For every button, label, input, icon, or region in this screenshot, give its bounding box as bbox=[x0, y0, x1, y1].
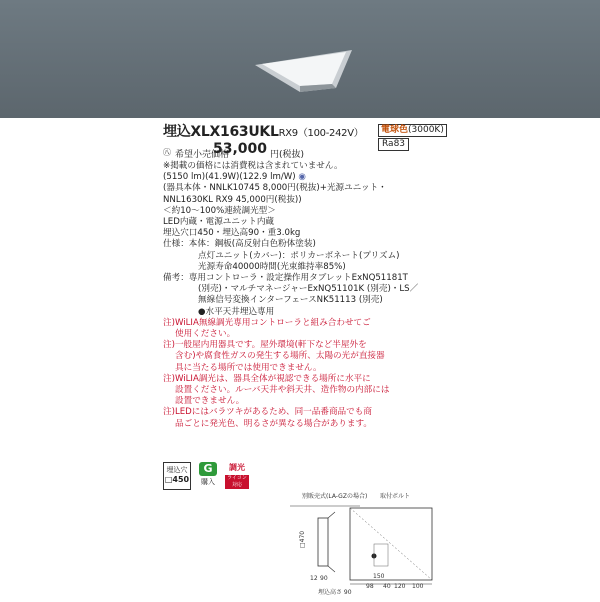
spec-line: ＜約10～100%連続調光型＞ bbox=[163, 205, 276, 216]
model-number bbox=[163, 121, 363, 141]
spec-line: 仕様：本体：鋼板(高反射白色粉体塗装) bbox=[163, 239, 316, 250]
dim-120: 120 bbox=[394, 583, 406, 590]
ra-badge: Ra83 bbox=[378, 138, 409, 151]
note-line: 品ごとに発光色、明るさが異なる場合があります。 bbox=[175, 418, 372, 429]
spec-line: 光源寿命40000時間(光束維持率85%) bbox=[198, 261, 346, 272]
price-unit: 円(税抜) bbox=[270, 150, 305, 160]
price-value: 53,000 bbox=[213, 141, 268, 157]
diagram-footer: 埋込高さ 90 bbox=[318, 589, 352, 596]
note-line: 注)WiLIA調光は、器具全体が視認できる場所に水平に bbox=[163, 373, 371, 384]
ceiling-light-photo bbox=[0, 0, 600, 118]
dim-40: 40 bbox=[383, 583, 391, 590]
dim-100: 100 bbox=[412, 583, 424, 590]
spec-line: (別売)・マルチマネージャーExNQ51101K (別売)・LS／ bbox=[198, 284, 419, 295]
spec-line: (器具本体・NNLK10745 8,000円(税抜)+光源ユニット・ bbox=[163, 183, 387, 194]
spec-line: 備考：専用コントローラ・設定操作用タブレットExNQ51181T bbox=[163, 273, 408, 284]
note-line: 設置できません。 bbox=[175, 396, 245, 407]
dim-12: 12 bbox=[310, 575, 318, 582]
dim-470: □470 bbox=[299, 530, 306, 548]
spec-line: 点灯ユニット(カバー)：ポリカーボネート(プリズム) bbox=[198, 250, 400, 261]
dimming-badge: 調光 ライコン対応 bbox=[225, 462, 249, 488]
price-mark-icon: ㊇ bbox=[163, 148, 171, 157]
product-photo bbox=[0, 0, 600, 118]
note-line: 注)WiLIA無線調光専用コントローラと組み合わせてご bbox=[163, 317, 371, 328]
spec-line: ●水平天井埋込専用 bbox=[198, 306, 275, 317]
color-label: 電球色 bbox=[381, 125, 409, 135]
spec-line: 無線信号変換インターフェースNK51113 (別売) bbox=[198, 295, 383, 306]
dimension-drawing bbox=[290, 488, 440, 598]
green-purchase-badge: G 購入 bbox=[201, 462, 215, 486]
note-line: 注)一般屋内用器具です。屋外環境(軒下など半屋外を bbox=[163, 340, 367, 351]
feature-badges bbox=[163, 462, 263, 488]
note-line: 使用ください。 bbox=[175, 329, 236, 340]
spec-line: ※掲載の価格には消費税は含まれていません。 bbox=[163, 161, 343, 171]
color-temp-box bbox=[378, 124, 447, 137]
spec-line: (5150 lm)(41.9W)(122.9 lm/W) ◉ bbox=[163, 172, 306, 183]
spec-line: NNL1630KL RX9 45,000円(税抜)) bbox=[163, 194, 302, 205]
spec-line: 埋込穴口450・埋込高90・重3.0kg bbox=[163, 228, 301, 239]
price-label: 希望小売価格 bbox=[175, 150, 230, 160]
note-line: 設置ください。ルーバ天井や斜天井、造作物の内部には bbox=[175, 385, 390, 396]
green-icon: G bbox=[199, 462, 217, 476]
spec-lines bbox=[163, 161, 448, 430]
dim-98: 98 bbox=[366, 583, 374, 590]
note-line: 含む)や腐食性ガスの発生する場所、太陽の光が直接器 bbox=[175, 351, 385, 362]
model-prefix: 埋込XLX163UKL bbox=[163, 124, 279, 140]
dimension-diagram bbox=[290, 488, 440, 598]
spec-line: LED内蔵・電源ユニット内蔵 bbox=[163, 217, 275, 228]
color-temp: (3000K) bbox=[408, 125, 444, 135]
note-line: 注)LEDにはバラツキがあるため、同一品番商品でも商 bbox=[163, 407, 372, 418]
model-suffix: RX9（100-242V） bbox=[278, 128, 364, 139]
cutout-badge: 埋込穴 □450 bbox=[163, 462, 191, 490]
diagram-label-b: 取付ボルト bbox=[380, 493, 411, 500]
product-spec-document bbox=[163, 118, 448, 430]
diagram-label-a: 別販売式(LA-GZの場合) bbox=[302, 493, 368, 500]
dimming-icon: ◉ bbox=[298, 172, 306, 183]
dim-150: 150 bbox=[373, 573, 385, 580]
dim-90: 90 bbox=[320, 575, 328, 582]
note-line: 具に当たる場所では使用できません。 bbox=[175, 362, 322, 373]
